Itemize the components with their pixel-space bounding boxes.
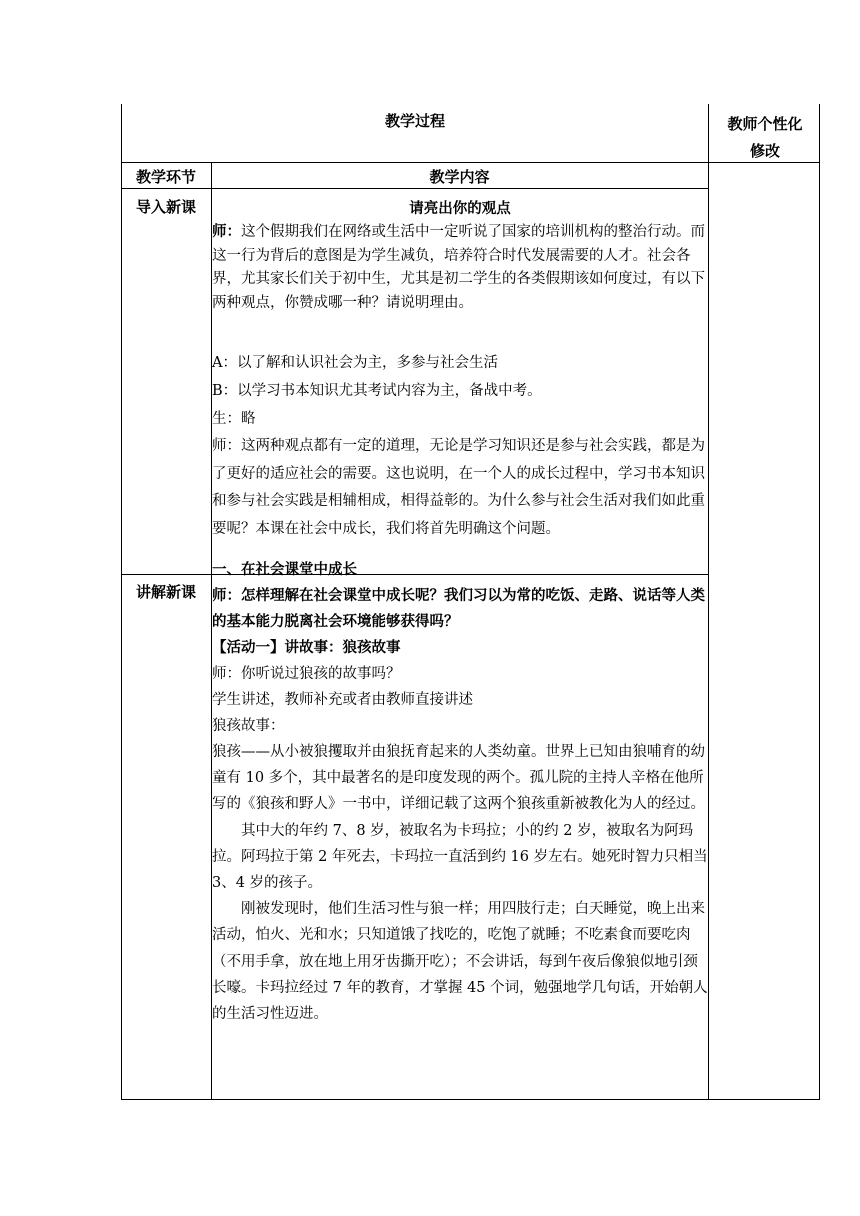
header-bottom-line xyxy=(121,162,820,163)
story-paragraph-2: 其中大的年约 7、8 岁，被取名为卡玛拉；小的约 2 岁，被取名为阿玛拉。阿玛拉于第 2 年死去，卡玛拉一直活到约 16 岁左右。她死时智力只相当 3、4 岁的孩子。 xyxy=(212,822,708,892)
header-section: 教学环节 xyxy=(135,168,196,186)
header-content: 教学内容 xyxy=(429,168,490,186)
intro-text: 这个假期我们在网络或生活中一定听说了国家的培训机构的整治行动。而这一行为背后的意图是为学生减负，培养符合时代发展需要的人才。社会各界，尤其家长们关于初中生，尤其是初二学生的各类假期该如何度过，有以下两种观点，你赞成哪一种？请说明理由。 xyxy=(212,224,705,311)
table-bottom-line xyxy=(121,1099,820,1100)
row-gap xyxy=(212,543,708,557)
subheader-bottom-line xyxy=(121,188,709,189)
story-paragraph-3: 刚被发现时，他们生活习性与狼一样；用四肢行走；白天睡觉，晚上出来活动，怕火、光和水；只知道饿了找吃的，吃饱了就睡；不吃素食而要吃肉（不用手拿，放在地上用牙齿撕开吃）；不会讲话，每到午夜后像狼似地引颈长嚎。卡玛拉经过 7 年的教育，才掌握 45 个词，勉强地学几句话，开始朝人的生活习性迈进。 xyxy=(212,901,708,1023)
story-paragraph-1: 狼孩——从小被狼攫取并由狼抚育起来的人类幼童。世界上已知由狼哺育的幼童有 10 多个，其中最著名的是印度发现的两个。孤儿院的主持人辛格在他所写的《狼孩和野人》一书中，详细记载了这两个狼孩重新被教化为人的经过。 xyxy=(212,744,705,813)
activity-title: 【活动一】讲故事：狼孩故事 xyxy=(212,639,401,656)
spacer xyxy=(212,315,708,349)
content-column xyxy=(212,198,708,1027)
teacher-question: 师：怎样理解在社会课堂中成长呢？我们习以为常的吃饭、走路、说话等人类的基本能力脱离社会环境能够获得吗？ xyxy=(212,587,705,630)
table-divider-mod xyxy=(708,104,709,1100)
intro-paragraph-1 xyxy=(212,220,708,315)
table-border-left xyxy=(121,104,122,1100)
intro-option-b: B：以学习书本知识尤其考试内容为主，备战中考。 xyxy=(212,383,542,399)
row-label-intro: 导入新课 xyxy=(135,198,196,216)
intro-paragraph-2: 师：这两种观点都有一定的道理，无论是学习知识还是参与社会实践，都是为了更好的适应社会的需要。这也说明，在一个人的成长过程中，学习书本知识和参与社会实践是相辅相成，相得益彰的。为什么参与社会生活对我们如此重要呢？本课在社会中成长，我们将首先明确这个问题。 xyxy=(212,438,705,537)
intro-option-a: A：以了解和认识社会为主，多参与社会生活 xyxy=(212,355,498,371)
intro-student: 生：略 xyxy=(212,411,256,427)
section-heading: 一、在社会课堂中成长 xyxy=(212,561,357,578)
row-label-new: 讲解新课 xyxy=(135,583,196,601)
intro-title: 请亮出你的观点 xyxy=(409,200,511,217)
header-process: 教学过程 xyxy=(384,112,445,130)
intro-speaker: 师： xyxy=(212,223,241,240)
story-line-2: 学生讲述，教师补充或者由教师直接讲述 xyxy=(212,692,473,708)
story-line-1: 师：你听说过狼孩的故事吗？ xyxy=(212,666,401,682)
header-teacher-mod: 教师个性化修改 xyxy=(727,115,803,160)
table-border-right xyxy=(819,104,820,1100)
story-line-3: 狼孩故事： xyxy=(212,718,285,734)
